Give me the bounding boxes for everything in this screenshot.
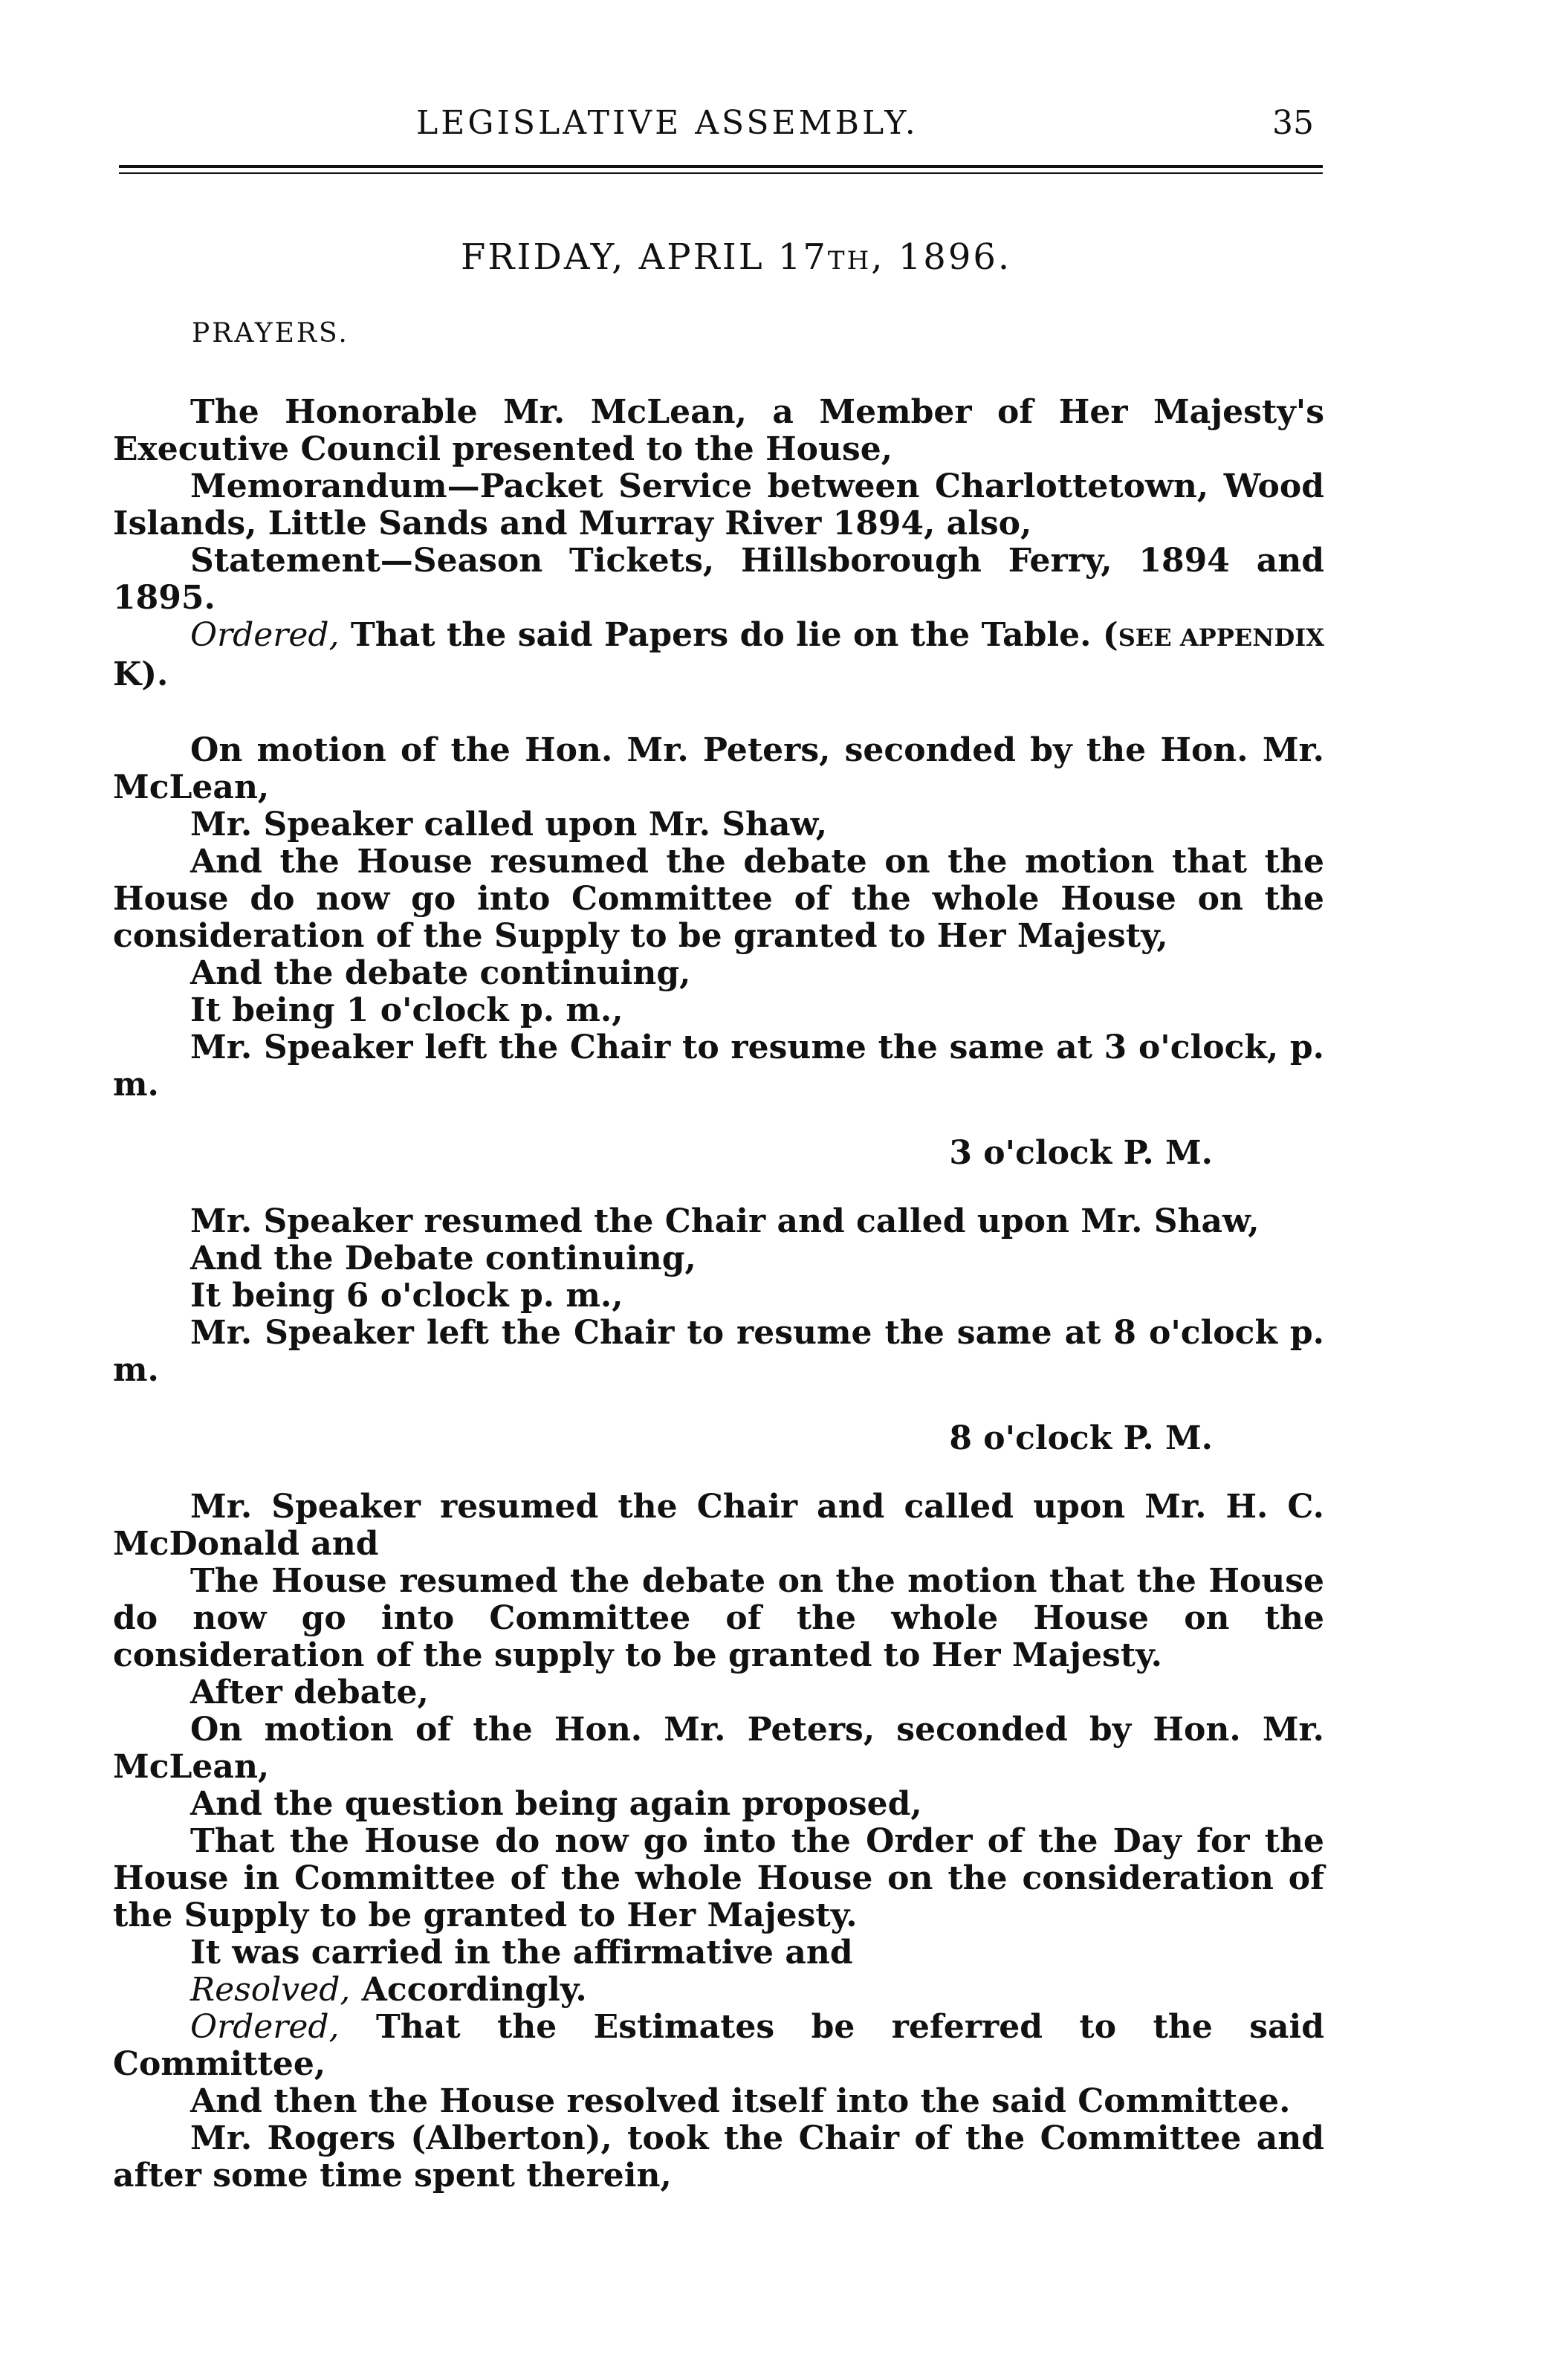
paragraph: Mr. Speaker called upon Mr. Shaw, <box>190 806 828 843</box>
paragraph: On motion of the Hon. Mr. Peters, seconded by the Hon. Mr. McLean, <box>113 731 1324 806</box>
paragraph: And the House resumed the debate on the motion that the House do now go into Committee of the whole House on the consideration of the Supply to be granted to Her Majesty, <box>113 843 1324 955</box>
page-number: 35 <box>1272 104 1314 142</box>
prayers-heading: PRAYERS. <box>192 318 349 349</box>
header-rule-thin <box>119 172 1323 174</box>
paragraph: And the debate continuing, <box>190 954 691 992</box>
time-heading: 8 o'clock P. M. <box>949 1419 1213 1457</box>
appendix-reference: SEE APPENDIX <box>1118 623 1324 652</box>
paragraph-ordered <box>113 2009 1324 2083</box>
paragraph: Mr. Rogers (Alberton), took the Chair of the Committee and after some time spent therein, <box>113 2119 1324 2194</box>
paragraph: Memorandum—Packet Service between Charlottetown, Wood Islands, Little Sands and Murray River 1894, also, <box>113 467 1324 542</box>
paragraph: Mr. Speaker resumed the Chair and called upon Mr. H. C. McDonald and <box>113 1488 1324 1563</box>
paragraph: It was carried in the affirmative and <box>190 1934 853 1972</box>
ordered-text: That the Estimates be referred to the said Committee, <box>113 2008 1324 2083</box>
paragraph: The Honorable Mr. McLean, a Member of Her Majesty's Executive Council presented to the House, <box>113 393 1324 468</box>
paragraph: Statement—Season Tickets, Hillsborough Ferry, 1894 and 1895. <box>113 542 1324 617</box>
ordered-italic: Ordered, <box>190 616 340 654</box>
paragraph: And then the House resolved itself into the said Committee. <box>190 2082 1291 2120</box>
date-heading-ordinal: TH <box>827 246 872 276</box>
paragraph: That the House do now go into the Order of the Day for the House in Committee of the whole House on the consideration of the Supply to be granted to Her Majesty. <box>113 1822 1324 1934</box>
paragraph: And the Debate continuing, <box>190 1240 696 1277</box>
paragraph: Mr. Speaker left the Chair to resume the same at 8 o'clock p. m. <box>113 1314 1324 1389</box>
paragraph: Mr. Speaker resumed the Chair and called upon Mr. Shaw, <box>190 1202 1260 1240</box>
ordered-text: That the said Papers do lie on the Table. ( <box>339 616 1118 654</box>
ordered-italic: Ordered, <box>190 2008 340 2046</box>
time-heading: 3 o'clock P. M. <box>949 1134 1213 1172</box>
paragraph: It being 1 o'clock p. m., <box>190 991 623 1029</box>
paragraph: On motion of the Hon. Mr. Peters, seconded by Hon. Mr. McLean, <box>113 1711 1324 1786</box>
date-heading <box>461 236 1011 278</box>
paragraph: Mr. Speaker left the Chair to resume the same at 3 o'clock, p. m. <box>113 1029 1324 1104</box>
header-rule-thick <box>119 165 1323 168</box>
paragraph: And the question being again proposed, <box>190 1785 922 1823</box>
date-heading-prefix: FRIDAY, APRIL 17 <box>461 236 828 278</box>
paragraph: It being 6 o'clock p. m., <box>190 1277 623 1315</box>
paragraph: The House resumed the debate on the motion that the House do now go into Committee of the whole House on the consideration of the supply to be granted to Her Majesty. <box>113 1562 1324 1674</box>
resolved-text: Accordingly. <box>350 1971 587 2009</box>
date-heading-year: , 1896. <box>871 236 1012 278</box>
appendix-letter: K). <box>113 655 169 693</box>
paragraph-ordered <box>113 617 1324 693</box>
paragraph: After debate, <box>190 1674 429 1711</box>
proceedings-text <box>113 394 1324 2194</box>
paragraph-resolved <box>113 1972 1324 2009</box>
resolved-italic: Resolved, <box>190 1971 351 2009</box>
running-head: LEGISLATIVE ASSEMBLY. <box>416 104 919 142</box>
